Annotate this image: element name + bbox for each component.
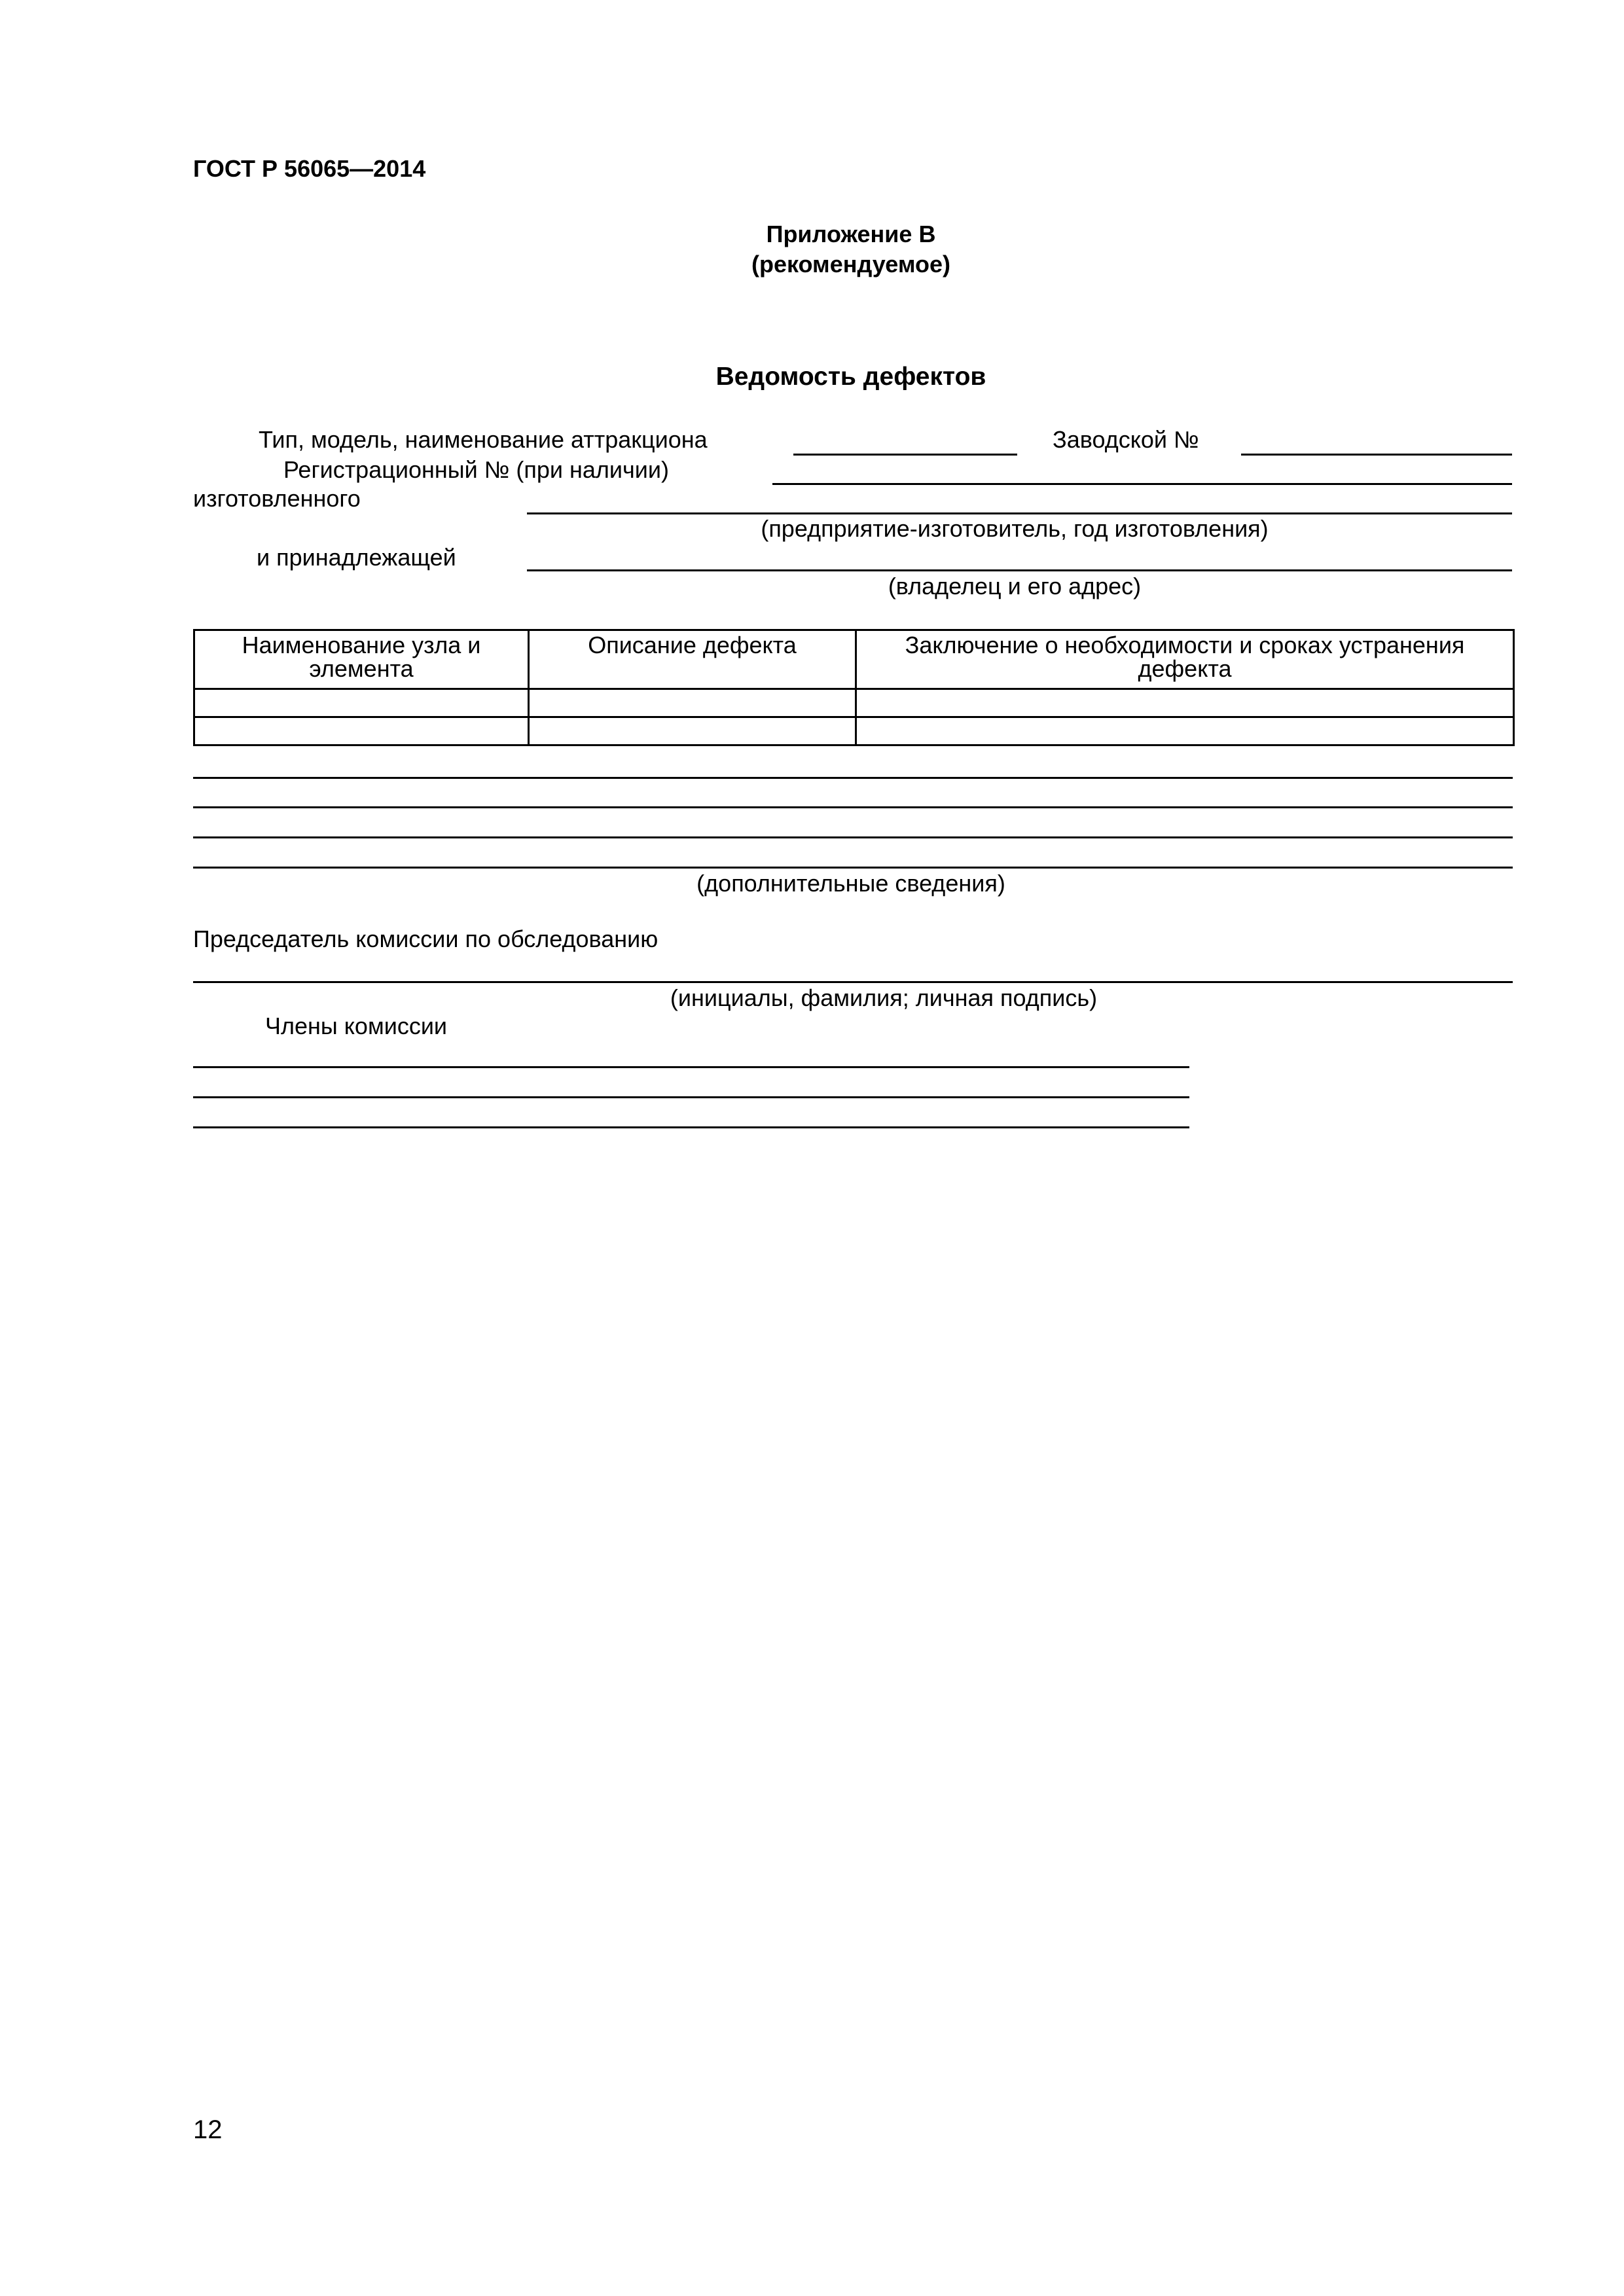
owner-field[interactable]: [527, 569, 1512, 571]
page-number: 12: [193, 2115, 223, 2144]
chairman-caption: (инициалы, фамилия; личная подпись): [670, 984, 1098, 1011]
appendix-status: (рекомендуемое): [751, 251, 950, 278]
additional-info-line-3[interactable]: [193, 836, 1513, 838]
manufactured-label: изготовленного: [193, 485, 361, 512]
table-cell[interactable]: [529, 689, 856, 717]
table-cell[interactable]: [529, 717, 856, 745]
table-cell[interactable]: [194, 689, 529, 717]
members-label: Члены комиссии: [265, 1013, 448, 1039]
serial-number-field[interactable]: [1241, 454, 1512, 456]
attraction-type-label: Тип, модель, наименование аттракциона: [259, 426, 708, 453]
table-cell[interactable]: [194, 717, 529, 745]
column-header-node: Наименование узла и элемента: [194, 630, 529, 689]
table-cell[interactable]: [856, 717, 1514, 745]
chairman-label: Председатель комиссии по обследованию: [193, 925, 659, 952]
standard-code: ГОСТ Р 56065—2014: [193, 155, 426, 182]
owned-label: и принадлежащей: [257, 544, 456, 571]
table-header-row: [194, 630, 1514, 689]
registration-number-field[interactable]: [772, 483, 1512, 485]
document-title: Ведомость дефектов: [715, 363, 986, 391]
additional-info-caption: (дополнительные сведения): [696, 870, 1005, 897]
manufacturer-caption: (предприятие-изготовитель, год изготовления): [761, 515, 1269, 542]
registration-number-label: Регистрационный № (при наличии): [283, 456, 669, 483]
table-cell[interactable]: [856, 689, 1514, 717]
additional-info-line-1[interactable]: [193, 777, 1513, 779]
member-line-2[interactable]: [193, 1096, 1189, 1098]
member-line-3[interactable]: [193, 1126, 1189, 1128]
additional-info-line-4[interactable]: [193, 867, 1513, 869]
column-header-conclusion: Заключение о необходимости и сроках устранения дефекта: [856, 630, 1514, 689]
column-header-description: Описание дефекта: [529, 630, 856, 689]
serial-number-label: Заводской №: [1053, 426, 1199, 453]
defects-table: [193, 629, 1515, 746]
additional-info-line-2[interactable]: [193, 806, 1513, 808]
attraction-type-field[interactable]: [793, 454, 1017, 456]
chairman-signature-field[interactable]: [193, 981, 1513, 983]
manufacturer-field[interactable]: [527, 512, 1512, 514]
owner-caption: (владелец и его адрес): [888, 573, 1142, 600]
table-row: [194, 717, 1514, 745]
member-line-1[interactable]: [193, 1066, 1189, 1068]
appendix-title: Приложение В: [766, 221, 936, 247]
table-row: [194, 689, 1514, 717]
